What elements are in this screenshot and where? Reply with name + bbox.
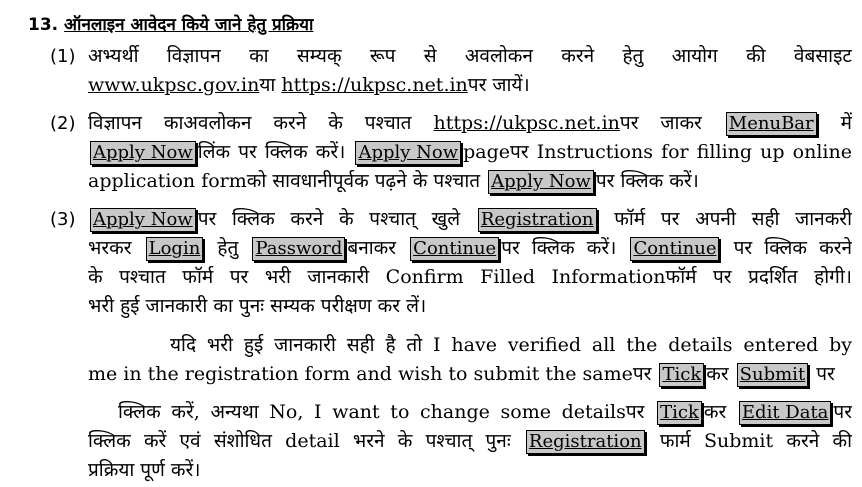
apply-now-button-3[interactable]: Apply Now xyxy=(488,170,594,194)
ukpsc-net-link[interactable]: https://ukpsc.net.in xyxy=(281,74,468,96)
submit-button[interactable]: Submit xyxy=(737,363,809,387)
step-3-text-g: पर क्लिक करने xyxy=(733,237,852,259)
step-2-line-1 xyxy=(88,109,852,138)
step-2-text-c: में xyxy=(840,112,852,134)
apply-now-button-2[interactable]: Apply Now xyxy=(355,141,461,165)
para-1-text-a: यदि भरी हुई जानकारी सही है तो I have verified all the details entered by xyxy=(170,334,852,356)
step-2-text-f: application formको सावधानीपूर्वक पढ़ने के पश्चात xyxy=(88,170,481,192)
section-heading xyxy=(28,12,313,35)
step-1-text: अभ्यर्थी विज्ञापन का सम्यक् रूप से अवलोकन करने हेतु आयोग की वेबसाइट xyxy=(88,45,852,67)
para-2-line-2 xyxy=(88,427,852,456)
step-1-tail: पर जायें। xyxy=(467,74,530,96)
step-3-line-3 xyxy=(88,263,852,292)
para-2-text-a: क्लिक करें, अन्यथा No, I want to change some detailsपर xyxy=(118,401,645,423)
step-1-line-1 xyxy=(88,42,852,71)
para-1-text-d: पर xyxy=(816,363,835,385)
step-1-line-2 xyxy=(88,71,852,100)
step-3-text-d: हेतु xyxy=(217,237,239,259)
step-1-number: (1) xyxy=(50,46,76,67)
step-2-text-d: लिंक पर क्लिक करें। xyxy=(197,141,346,163)
para-2-text-e: फार्म Submit करने की xyxy=(659,430,852,452)
step-3-line-1 xyxy=(88,205,852,234)
para-2-text-b: कर xyxy=(703,401,727,423)
step-3-text-c: भरकर xyxy=(88,237,132,259)
step-2-line-2 xyxy=(88,138,852,167)
step-2-text-b: पर जाकर xyxy=(619,112,702,134)
step-3-text-a: पर क्लिक करने के पश्चात् खुले xyxy=(197,208,461,230)
step-2-text-g: पर क्लिक करें। xyxy=(595,170,699,192)
step-2-text-a: विज्ञापन काअवलोकन करने के पश्चात xyxy=(88,112,412,134)
continue-button-1[interactable]: Continue xyxy=(410,237,499,261)
step-3-text-f: पर क्लिक करें। xyxy=(501,237,617,259)
step-3-number: (3) xyxy=(50,209,76,230)
step-3-text-b: फॉर्म पर अपनी सही जानकरी xyxy=(614,208,852,230)
para-1-text-c: कर xyxy=(706,363,729,385)
continue-button-2[interactable]: Continue xyxy=(630,237,719,261)
para-2-line-3 xyxy=(88,456,852,485)
section-number: 13. xyxy=(28,15,59,35)
step-3-text-h: के पश्चात फॉर्म पर भरी जानकारी Confirm Filled Informationफॉर्म पर प्रदर्शित होगी। xyxy=(88,266,852,288)
step-2-text-e: pageपर Instructions for filling up online xyxy=(463,141,852,163)
ya-text: या xyxy=(259,74,276,96)
ukpsc-gov-link[interactable]: www.ukpsc.gov.in xyxy=(88,74,260,96)
step-3-text-i: भरी हुई जानकारी का पुनः सम्यक परीक्षण कर लें। xyxy=(88,295,427,317)
para-2-text-d: क्लिक करें एवं संशोधित detail भरने के पश्चात् पुनः xyxy=(88,430,511,452)
step-3-text-e: बनाकर xyxy=(347,237,397,259)
para-2-text-f: प्रक्रिया पूर्ण करें। xyxy=(88,459,201,481)
tick-button-1[interactable]: Tick xyxy=(659,363,704,387)
step-2-line-3 xyxy=(88,167,852,196)
para-2-text-c: पर xyxy=(833,401,852,423)
step-3-line-4 xyxy=(88,292,852,321)
step-3-line-2 xyxy=(88,234,852,263)
step-2-number: (2) xyxy=(50,113,76,134)
menubar-button[interactable]: MenuBar xyxy=(726,112,817,136)
tick-button-2[interactable]: Tick xyxy=(657,401,702,425)
apply-now-button-1[interactable]: Apply Now xyxy=(90,141,196,165)
para-1-text-b: me in the registration form and wish to submit the sameपर xyxy=(88,363,652,385)
registration-button-1[interactable]: Registration xyxy=(478,208,597,232)
apply-now-button-4[interactable]: Apply Now xyxy=(90,208,196,232)
para-1-line-1 xyxy=(170,331,852,360)
para-1-line-2 xyxy=(88,360,852,389)
password-button[interactable]: Password xyxy=(252,237,345,261)
registration-button-2[interactable]: Registration xyxy=(526,430,645,454)
ukpsc-net-link-2[interactable]: https://ukpsc.net.in xyxy=(433,112,620,134)
section-title: ऑनलाइन आवेदन किये जाने हेतु प्रक्रिया xyxy=(64,15,314,35)
login-button[interactable]: Login xyxy=(146,237,204,261)
edit-data-button[interactable]: Edit Data xyxy=(739,401,832,425)
para-2-line-1 xyxy=(118,398,852,427)
